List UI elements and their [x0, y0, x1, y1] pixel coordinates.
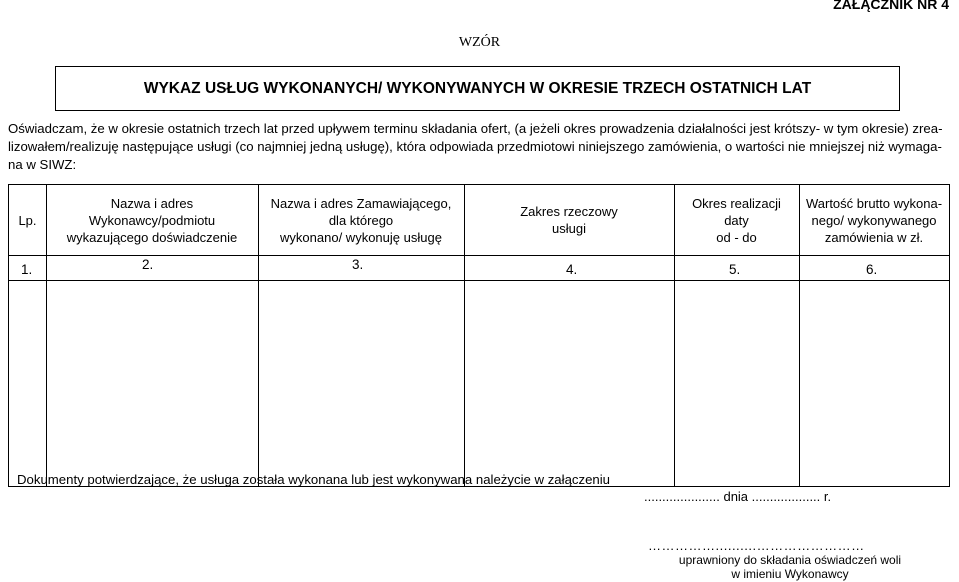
column-number: 1.	[21, 262, 33, 277]
header-cell-lp: Lp.	[18, 212, 37, 228]
document-title-box	[55, 66, 900, 111]
header-cell-client: Nazwa i adres Zamawiającego, dla którego wykonano/ wykonuję usługę	[270, 195, 452, 245]
column-number: 4.	[566, 262, 578, 277]
document-title: WYKAZ USŁUG WYKONANYCH/ WYKONYWANYCH W OKRESIE TRZECH OSTATNICH LAT	[143, 79, 812, 97]
header-cell-value: Wartość brutto wykona- nego/ wykonywanego zamówienia w zł.	[805, 195, 943, 245]
column-number: 6.	[866, 262, 878, 277]
annex-label: ZAŁĄCZNIK NR 4	[833, 0, 949, 12]
services-table	[8, 184, 950, 487]
signature-line: ……………..........……………………	[648, 538, 865, 553]
declaration-paragraph	[8, 120, 948, 174]
template-label: WZÓR	[458, 35, 501, 50]
declaration-line: Oświadczam, że w okresie ostatnich trzech lat przed upływem terminu składania ofert, (a jeżeli okres prowadzenia działalności jest krótszy- w tym okresie) zrea-	[8, 121, 943, 136]
column-number: 5.	[729, 262, 741, 277]
number-row-divider	[9, 280, 949, 281]
header-cell-contractor: Nazwa i adres Wykonawcy/podmiotu wykazującego doświadczenie	[66, 195, 238, 245]
declaration-line: lizowałem/realizuję następujące usługi (co najmniej jedną usługę), która odpowiada przedmiotowi niniejszego zamówienia, o wartości nie mniejszej niż wymaga-	[8, 139, 942, 154]
declaration-line: na w SIWZ:	[8, 157, 77, 172]
signature-caption: uprawniony do składania oświadczeń woli w imieniu Wykonawcy	[678, 553, 902, 581]
header-cell-period: Okres realizacji daty od - do	[692, 195, 781, 245]
documents-note: Dokumenty potwierdzające, że usługa została wykonana lub jest wykonywana należycie w załączeniu	[17, 472, 611, 487]
header-cell-scope: Zakres rzeczowy usługi	[520, 204, 618, 236]
column-number: 2.	[142, 257, 154, 272]
column-number: 3.	[352, 257, 364, 272]
header-row-divider	[9, 255, 949, 256]
date-place-line: ..................... dnia ................... r.	[644, 489, 832, 504]
